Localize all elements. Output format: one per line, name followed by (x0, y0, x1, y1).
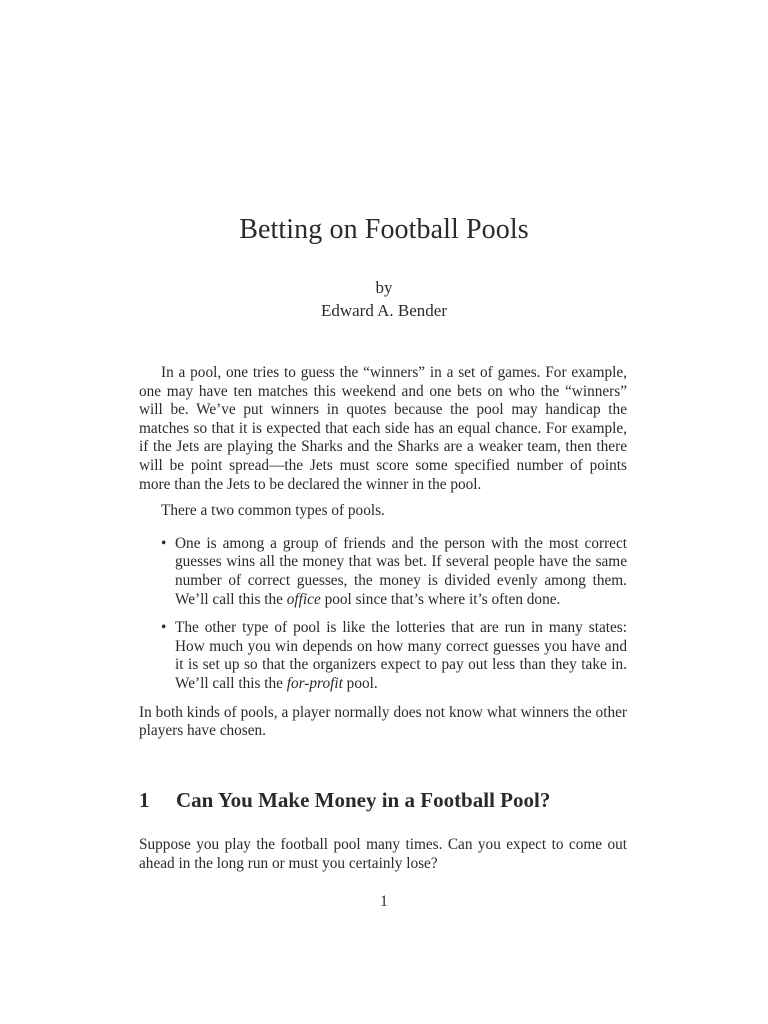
section-body (139, 836, 627, 873)
bullet-text-before: The other type of pool is like the lotteries that are run in many states: How much you win depends on how many correct guesses you have and it is set up so that the organizers expect to pay out less than they take in. We’ll call this the (175, 619, 627, 692)
byline-by: by (375, 278, 393, 297)
bullet-marker: • (161, 534, 167, 552)
page-number: 1 (380, 893, 388, 910)
section-number: 1 (139, 788, 150, 812)
author-name: Edward A. Bender (320, 301, 448, 320)
pool-types-list (139, 535, 627, 694)
document-title: Betting on Football Pools (239, 214, 529, 245)
intro-paragraph: In a pool, one tries to guess the “winners” in a set of games. For example, one may have ten matches this weekend and one bets on who the “winners” will be. We’ve put winners in quotes because the pool may handicap the matches so that it is expected that each side has an equal chance. For example, if the Jets are playing the Sharks and the Sharks are a weaker team, then there will be point spread—the Jets must score some specified number of points more than the Jets to be declared the winner in the pool. (139, 364, 627, 493)
section-heading (139, 788, 639, 813)
list-item (161, 534, 627, 609)
list-item (161, 619, 627, 693)
bullet-marker: • (161, 619, 167, 637)
closing-paragraph: In both kinds of pools, a player normally does not know what winners the other players have chosen. (139, 703, 627, 740)
section-paragraph: Suppose you play the football pool many times. Can you expect to come out ahead in the long run or must you certainly lose? (139, 836, 627, 872)
section-title: Can You Make Money in a Football Pool? (176, 788, 551, 812)
bullet-text-after: pool. (342, 674, 378, 692)
bullet-text-before: One is among a group of friends and the person with the most correct guesses wins all the money that was bet. If several people have the same number of correct guesses, the money is divided evenly among them. We’ll call this the (175, 534, 627, 608)
bullet-emphasis: office (286, 590, 321, 608)
bullet-emphasis: for-profit (286, 674, 343, 692)
main-body (139, 364, 627, 741)
types-intro-paragraph: There a two common types of pools. (161, 502, 385, 520)
bullet-text-after: pool since that’s where it’s often done. (320, 590, 561, 608)
